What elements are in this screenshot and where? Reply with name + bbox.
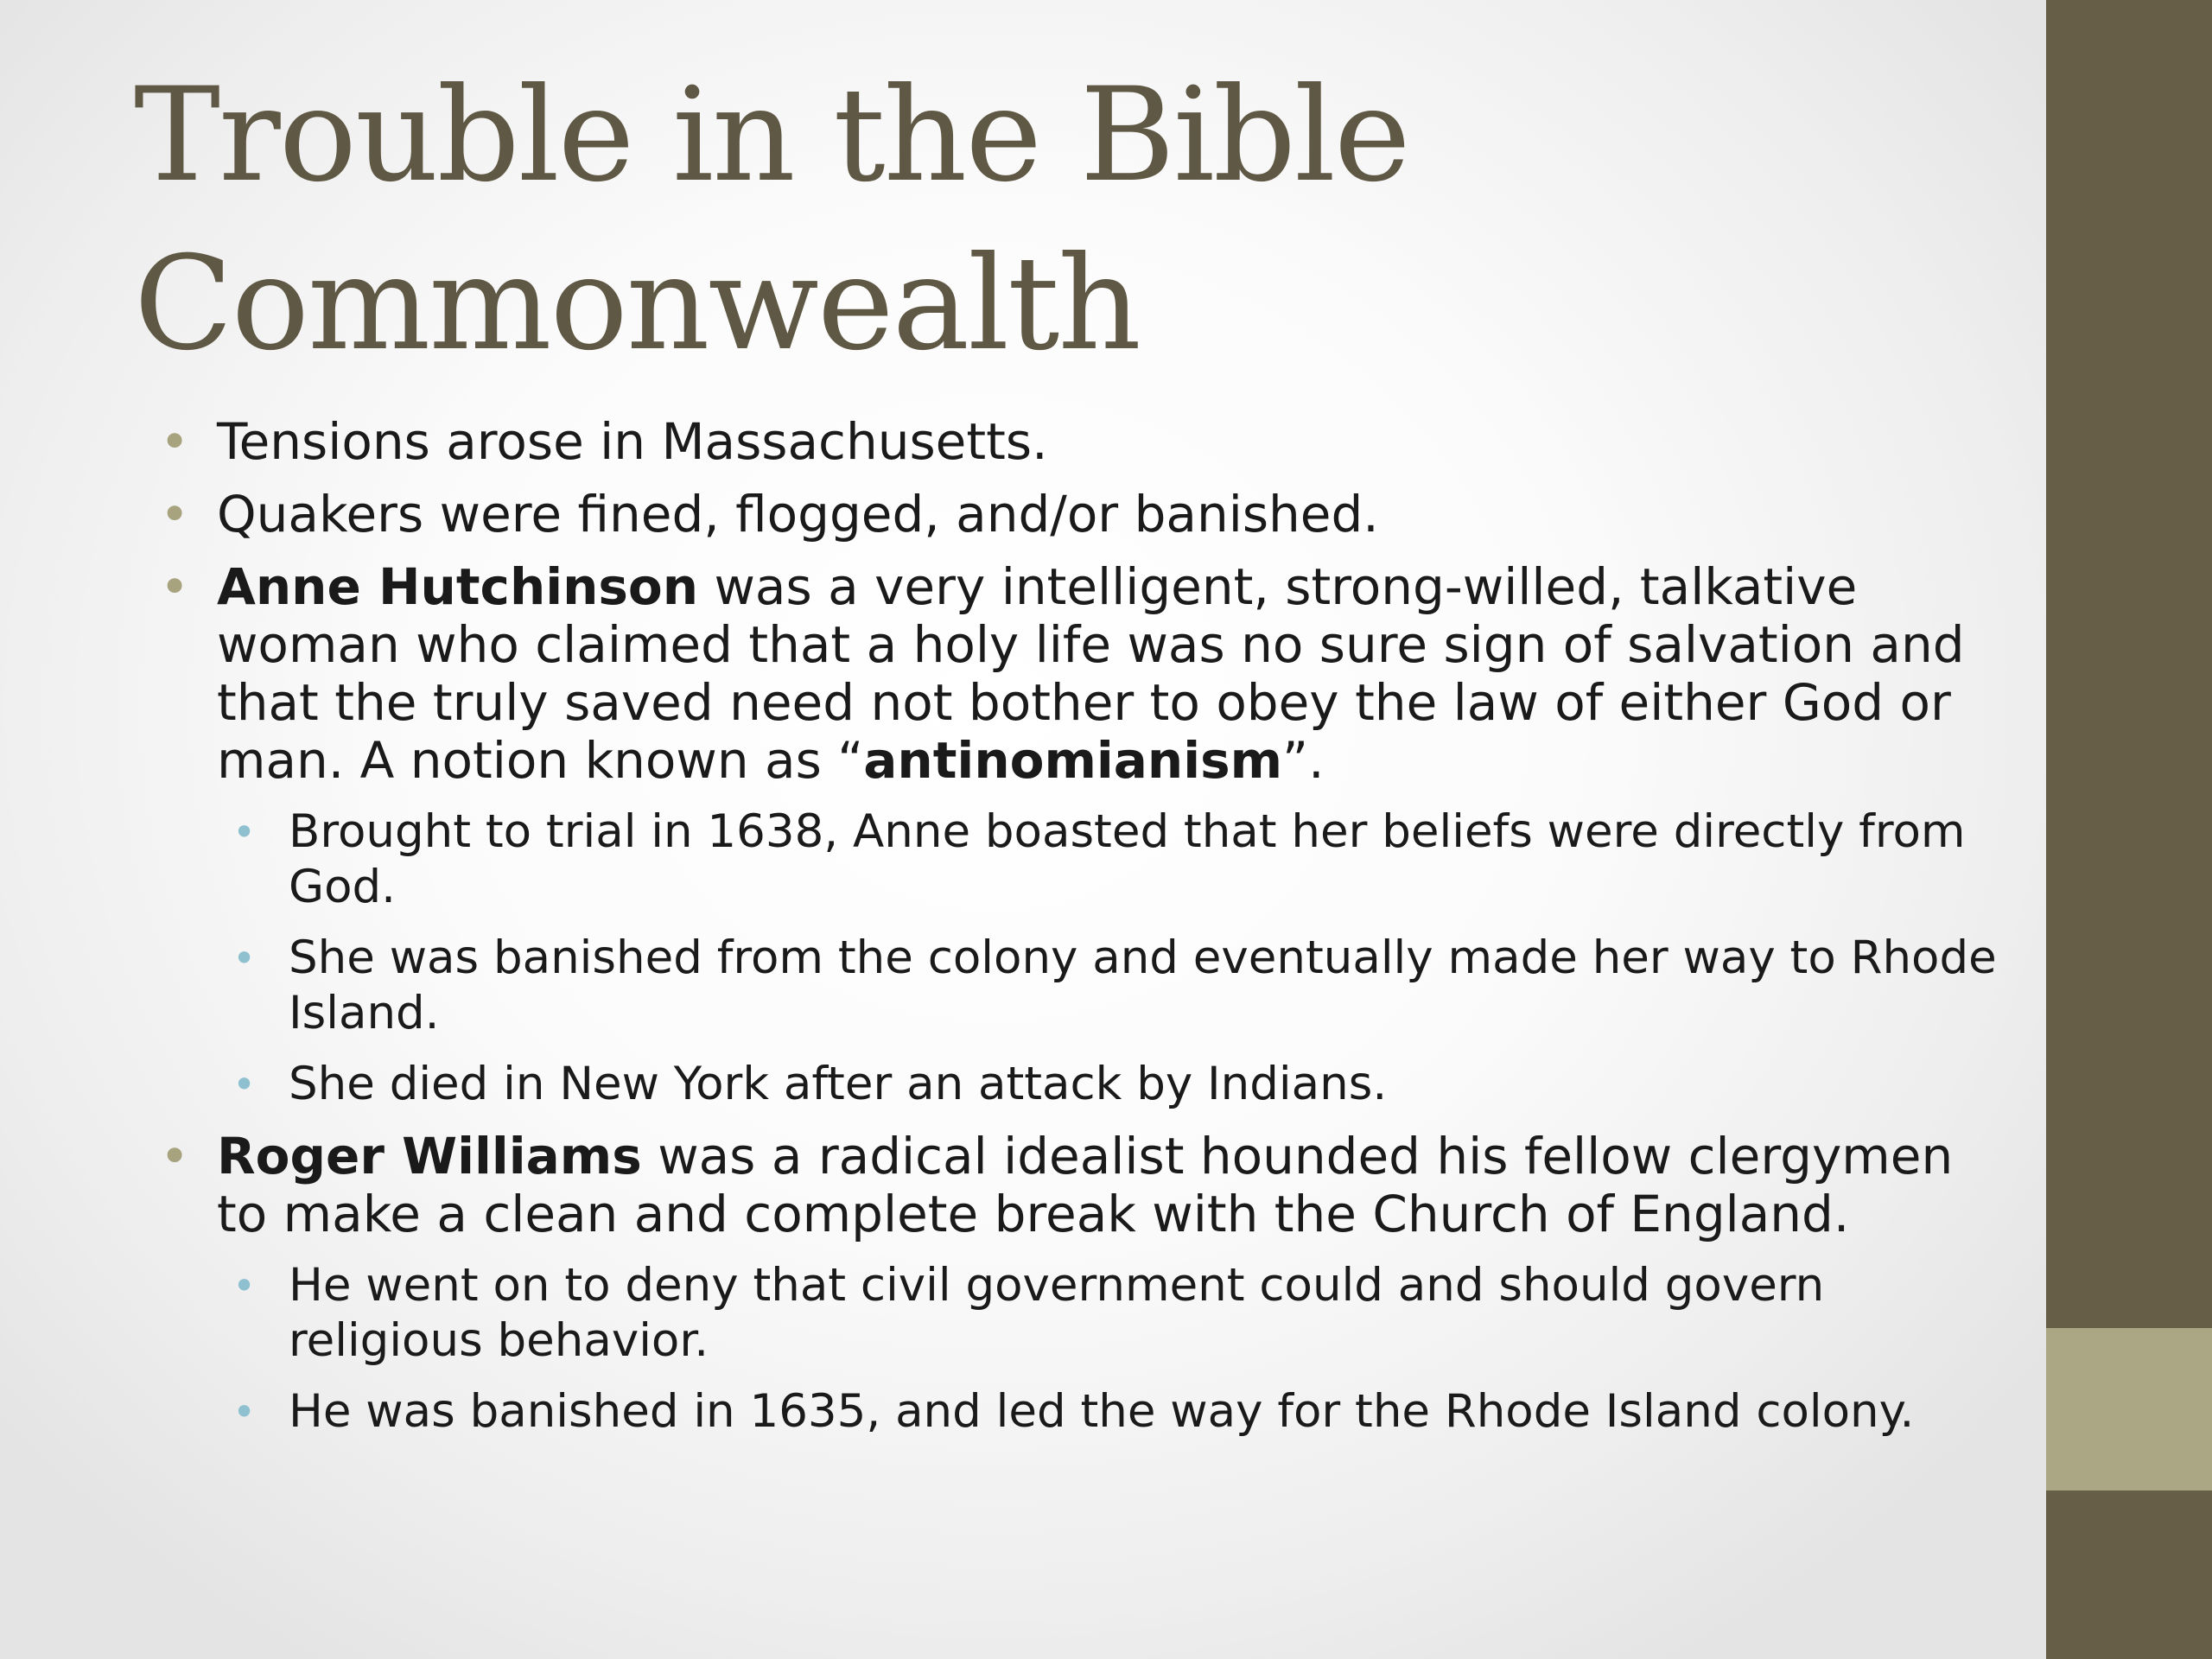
sub-bullet-text: She was banished from the colony and eventually made her way to Rhode Island. xyxy=(289,931,1997,1039)
bullet-anne-hutchinson xyxy=(160,558,2009,790)
sub-bullet-text: She died in New York after an attack by Indians. xyxy=(289,1058,1388,1110)
bullet-bold-term: antinomianism xyxy=(863,731,1283,790)
bullet-quakers xyxy=(160,486,2009,543)
sub-bullet-trial xyxy=(232,804,2009,915)
sub-bullet-dot-icon: • xyxy=(232,1061,257,1108)
bullet-text: was a very intelligent, strong-willed, talkative woman who claimed that a holy life was no sure sign of salvation and that the truly saved need not bother to obey the law of either God or man. A notion known as “ xyxy=(217,557,1965,790)
bullet-dot-icon: • xyxy=(160,1127,190,1185)
slide-title-line-2: Commonwealth xyxy=(134,229,1140,379)
sub-bullet-text: He was banished in 1635, and led the way for the Rhode Island colony. xyxy=(289,1385,1915,1438)
sub-bullet-text: He went on to deny that civil government could and should govern religious behavior. xyxy=(289,1259,1825,1367)
sub-bullet-dot-icon: • xyxy=(232,1262,257,1309)
sub-bullet-banished xyxy=(232,931,2009,1041)
bullet-bold-name: Anne Hutchinson xyxy=(217,557,699,616)
slide-title xyxy=(134,52,1992,389)
sub-bullet-text: Brought to trial in 1638, Anne boasted that her beliefs were directly from God. xyxy=(289,805,1966,913)
bullet-bold-name: Roger Williams xyxy=(217,1127,642,1185)
bullet-text: Quakers were fined, flogged, and/or banished. xyxy=(217,485,1379,543)
bullet-text-end: ”. xyxy=(1282,731,1325,790)
sub-bullet-dot-icon: • xyxy=(232,1389,257,1435)
bullet-dot-icon: • xyxy=(160,412,190,471)
bullet-tensions xyxy=(160,413,2009,471)
bullet-text: Tensions arose in Massachusetts. xyxy=(217,412,1048,471)
bullet-dot-icon: • xyxy=(160,485,190,543)
sub-bullet-rhode-island xyxy=(232,1384,2009,1440)
bullet-dot-icon: • xyxy=(160,557,190,616)
sub-bullet-civil-government xyxy=(232,1258,2009,1369)
slide-title-line-1: Trouble in the Bible xyxy=(134,60,1409,211)
sub-bullet-died xyxy=(232,1057,2009,1112)
slide-body xyxy=(160,413,2009,1455)
right-sidebar-accent xyxy=(2046,1328,2212,1491)
sub-bullet-dot-icon: • xyxy=(232,809,257,855)
bullet-roger-williams xyxy=(160,1128,2009,1243)
bullet-text: was a radical idealist hounded his fellow clergymen to make a clean and complete break with the Church of England. xyxy=(217,1127,1954,1243)
sub-bullet-dot-icon: • xyxy=(232,935,257,982)
